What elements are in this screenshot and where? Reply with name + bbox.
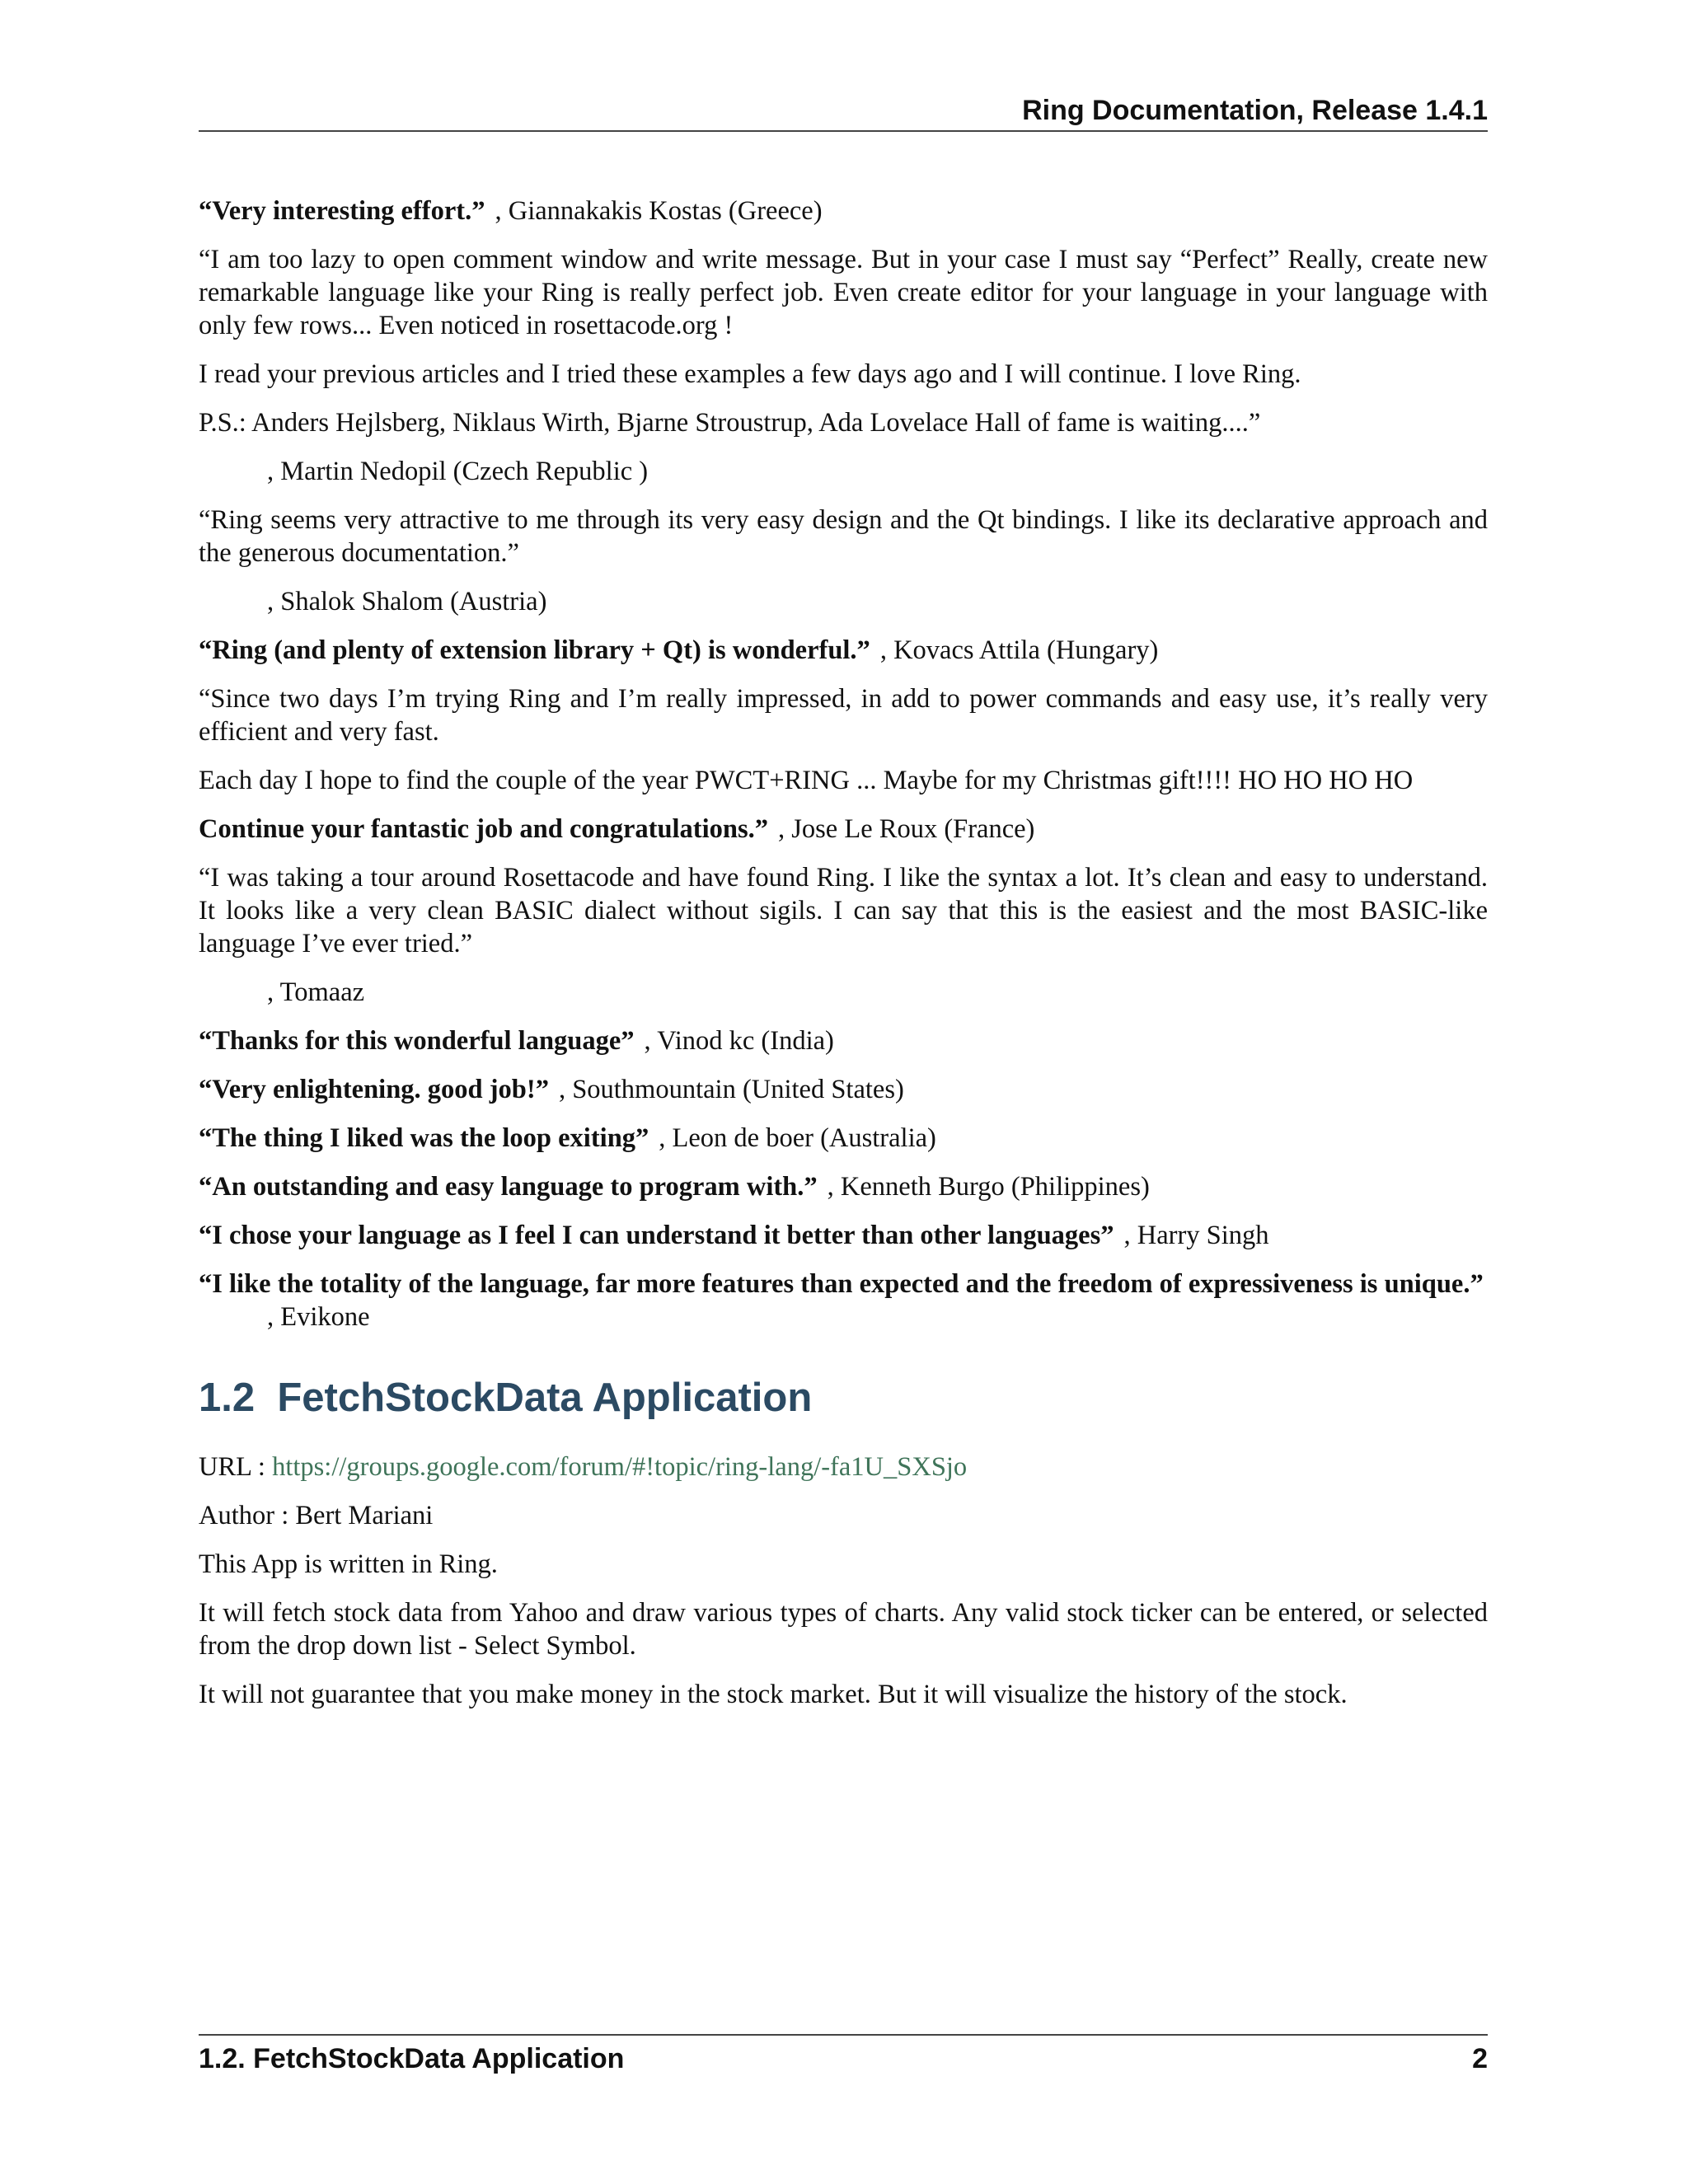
testimonial-author: , Kenneth Burgo (Philippines) <box>827 1172 1150 1202</box>
testimonial-quote: Continue your fantastic job and congratulations.” <box>199 814 769 844</box>
testimonial <box>199 1024 1488 1057</box>
section-paragraph: This App is written in Ring. <box>199 1549 498 1579</box>
section-title: FetchStockData Application <box>277 1376 813 1420</box>
page-body <box>199 194 1488 1727</box>
testimonial <box>199 194 1488 227</box>
testimonial-author: , Southmountain (United States) <box>558 1075 904 1104</box>
testimonial-quote: “An outstanding and easy language to program with.” <box>199 1172 818 1202</box>
testimonial-author: , Tomaaz <box>267 977 365 1007</box>
url-label: URL : <box>199 1452 273 1482</box>
testimonial-quote: “Thanks for this wonderful language” <box>199 1026 635 1056</box>
footer-rule <box>199 2034 1488 2036</box>
testimonial-author: , Giannakakis Kostas (Greece) <box>495 196 823 226</box>
section-heading <box>199 1373 1488 1422</box>
header-rule <box>199 130 1488 132</box>
section-paragraph: It will fetch stock data from Yahoo and draw various types of charts. Any valid stock ticker can be entered, or selected from the drop down list - Select Symbol. <box>199 1598 1488 1661</box>
testimonial-paragraph: “I was taking a tour around Rosettacode and have found Ring. I like the syntax a lot. It’s clean and easy to understand. It looks like a very clean BASIC dialect without sigils. I can say that this is the easiest and the most BASIC-like language I’ve ever tried.” <box>199 863 1488 958</box>
running-footer <box>199 2041 1488 2077</box>
section-paragraph: It will not guarantee that you make money in the stock market. But it will visualize the history of the stock. <box>199 1680 1348 1709</box>
testimonial-author: , Evikone <box>267 1302 370 1332</box>
testimonial-quote: “Ring (and plenty of extension library + Qt) is wonderful.” <box>199 635 870 665</box>
testimonial-author: , Shalok Shalom (Austria) <box>267 587 547 616</box>
testimonial <box>199 1219 1488 1252</box>
testimonial-author: , Martin Nedopil (Czech Republic ) <box>267 457 649 486</box>
testimonial <box>199 813 1488 846</box>
testimonial <box>199 1170 1488 1203</box>
testimonial-quote: “Very enlightening. good job!” <box>199 1075 549 1104</box>
section-number: 1.2 <box>199 1376 256 1420</box>
testimonial <box>199 634 1488 667</box>
testimonial-author: , Vinod kc (India) <box>644 1026 834 1056</box>
testimonial <box>199 1268 1488 1333</box>
footer-section-title: 1.2. FetchStockData Application <box>199 2043 625 2074</box>
testimonial-paragraph: Each day I hope to find the couple of the year PWCT+RING ... Maybe for my Christmas gift!!!! HO HO HO HO <box>199 766 1414 795</box>
url-link[interactable]: https://groups.google.com/forum/#!topic/ring-lang/-fa1U_SXSjo <box>272 1452 968 1482</box>
testimonial <box>199 1122 1488 1155</box>
testimonial-paragraph: “Since two days I’m trying Ring and I’m really impressed, in add to power commands and easy use, it’s really very efficient and very fast. <box>199 684 1488 747</box>
testimonial-author: , Leon de boer (Australia) <box>659 1123 936 1153</box>
testimonial-author: , Harry Singh <box>1123 1221 1269 1250</box>
page-number: 2 <box>1472 2043 1488 2074</box>
testimonial-quote: “I like the totality of the language, far more features than expected and the freedom of expressiveness is unique.” <box>199 1269 1484 1299</box>
testimonial <box>199 1073 1488 1106</box>
testimonial-paragraph: P.S.: Anders Hejlsberg, Niklaus Wirth, Bjarne Stroustrup, Ada Lovelace Hall of fame is waiting....” <box>199 408 1261 438</box>
testimonial-quote: “I chose your language as I feel I can understand it better than other languages” <box>199 1221 1114 1250</box>
testimonial-quote: “The thing I liked was the loop exiting” <box>199 1123 649 1153</box>
testimonial-paragraph: “Ring seems very attractive to me through its very easy design and the Qt bindings. I like its declarative approach and the generous documentation.” <box>199 505 1488 568</box>
testimonial-paragraph: I read your previous articles and I tried these examples a few days ago and I will continue. I love Ring. <box>199 359 1301 389</box>
author-line: Author : Bert Mariani <box>199 1501 434 1530</box>
testimonial-author: , Kovacs Attila (Hungary) <box>879 635 1159 665</box>
testimonial-paragraph: “I am too lazy to open comment window and write message. But in your case I must say “Perfect” Really, create new remarkable language like your Ring is really perfect job. Even create editor for your language in your language with only few rows... Even noticed in rosettacode.org ! <box>199 245 1488 340</box>
testimonial-author: , Jose Le Roux (France) <box>778 814 1035 844</box>
url-line <box>199 1451 1488 1483</box>
running-header: Ring Documentation, Release 1.4.1 <box>1022 95 1488 126</box>
testimonial-quote: “Very interesting effort.” <box>199 196 485 226</box>
